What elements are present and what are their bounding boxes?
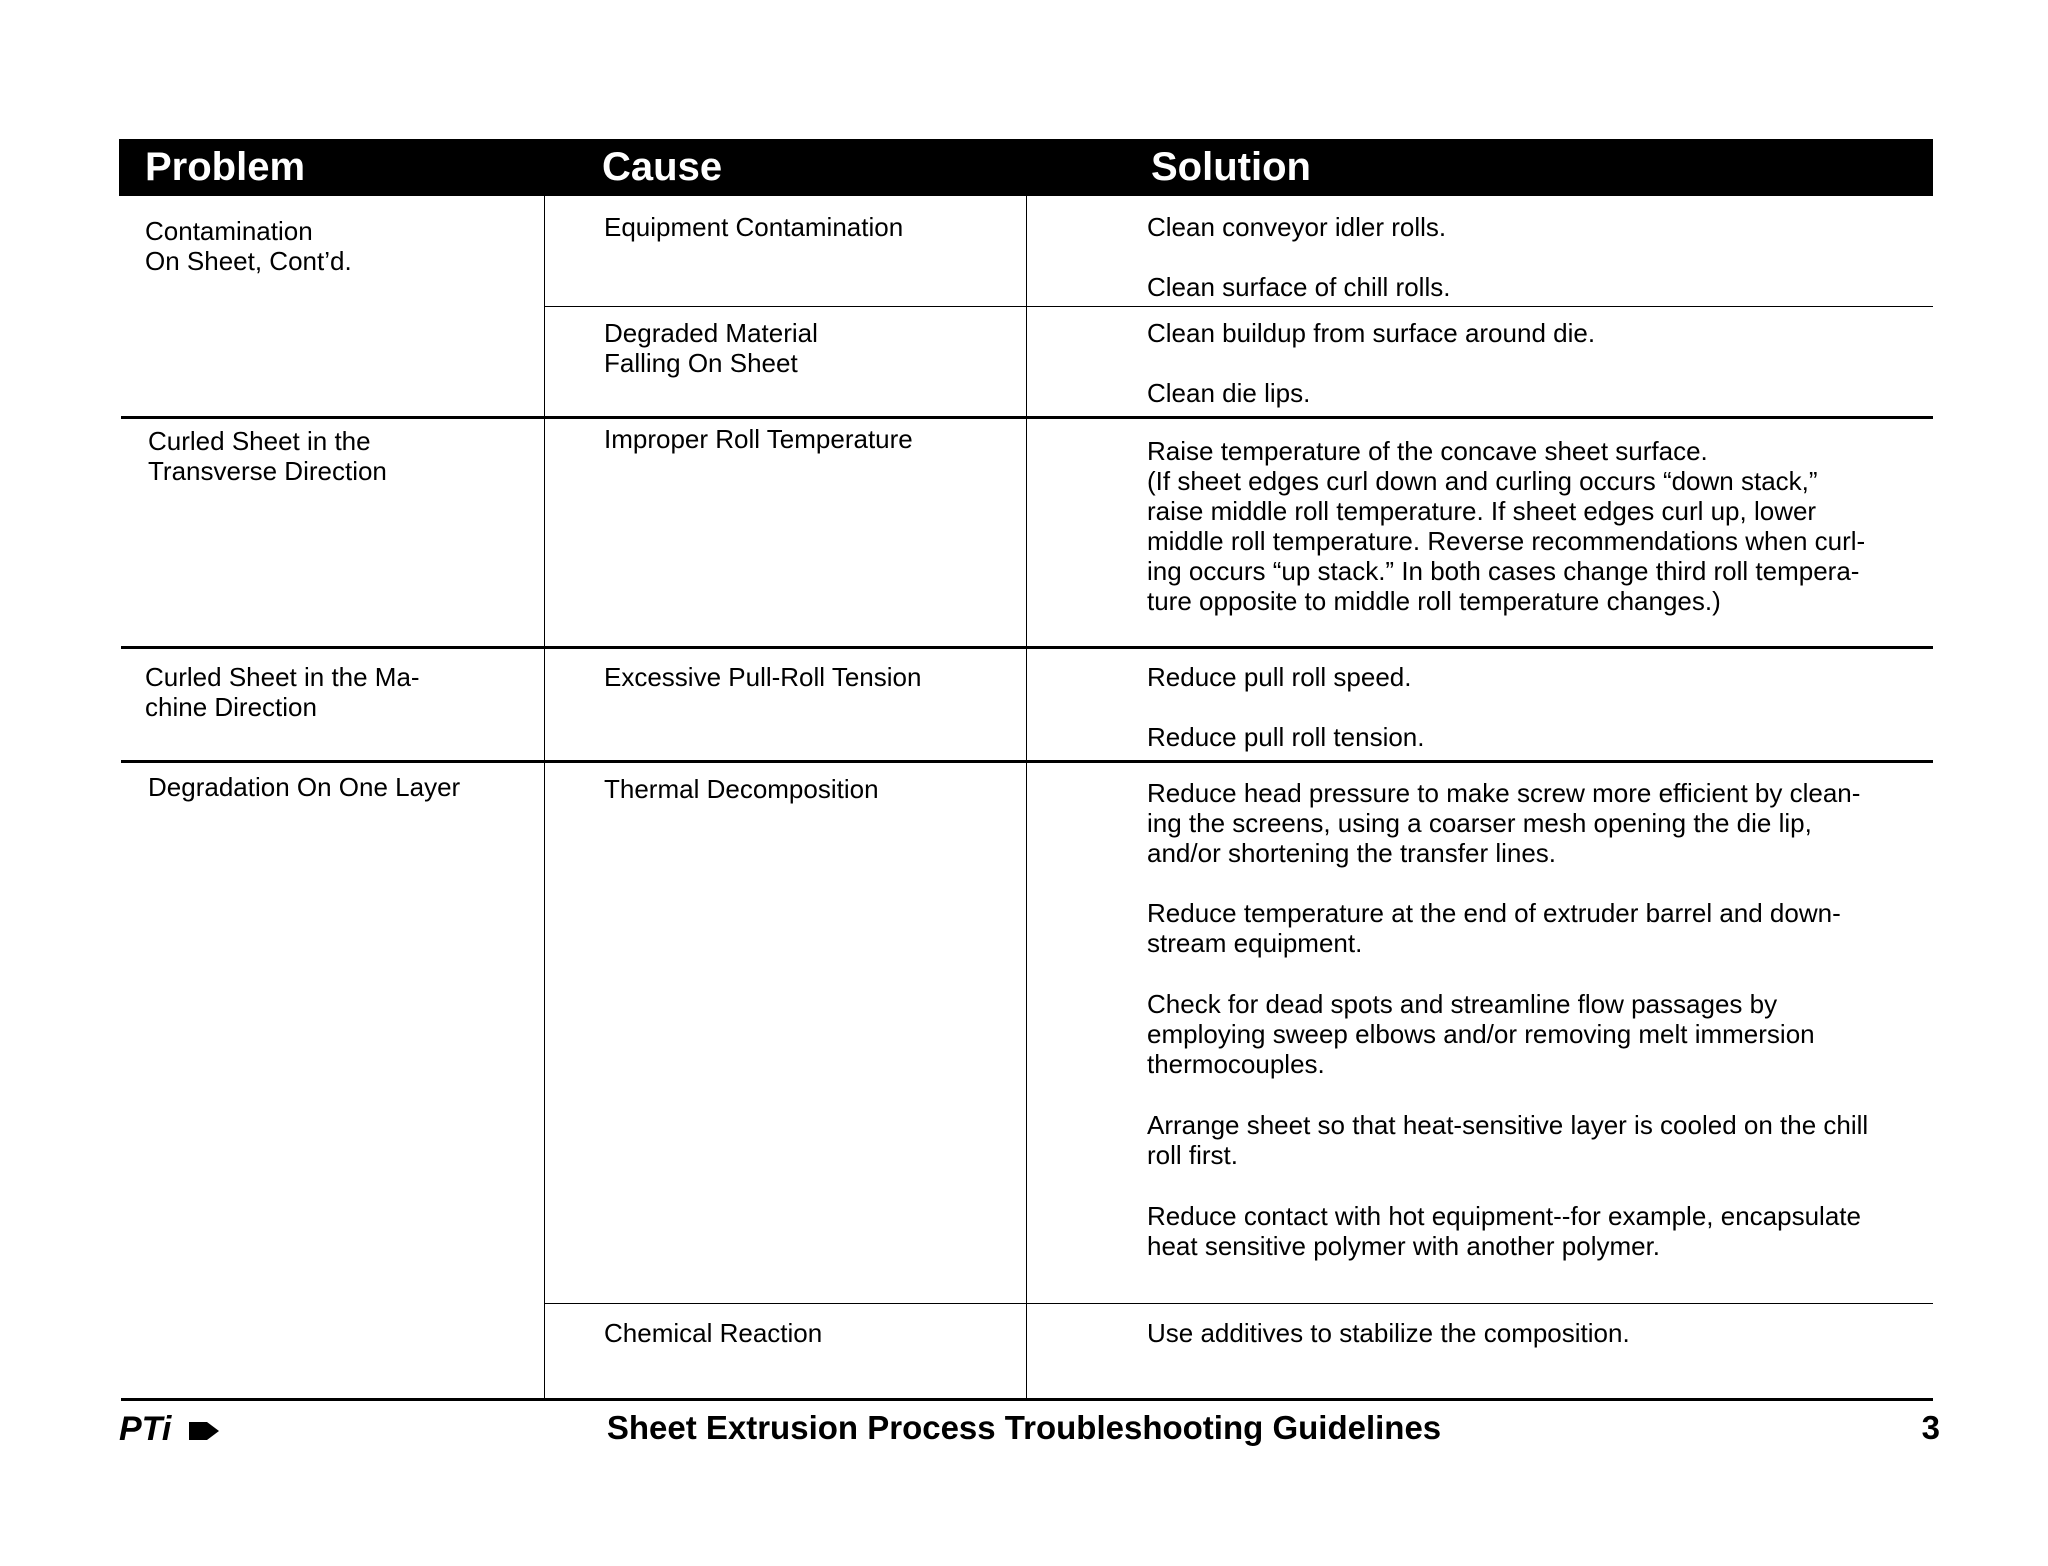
solution-text: Reduce temperature at the end of extruder barrel and down- stream equipment. — [1147, 898, 1841, 958]
solution-text: Clean buildup from surface around die. — [1147, 318, 1596, 348]
header-problem: Problem — [145, 145, 306, 189]
column-divider-cause — [544, 196, 545, 1399]
solution-text: Use additives to stabilize the composition. — [1147, 1318, 1630, 1348]
solution-text: Reduce head pressure to make screw more efficient by clean- ing the screens, using a coarser mesh opening the die lip, and/or shortening the transfer lines. — [1147, 778, 1861, 868]
footer-title: Sheet Extrusion Process Troubleshooting Guidelines — [606, 1409, 1442, 1446]
problem-contamination: Contamination On Sheet, Cont’d. — [145, 216, 352, 276]
row-divider — [544, 306, 1933, 307]
cause-degraded-material: Degraded Material Falling On Sheet — [604, 318, 818, 378]
problem-curled-machine: Curled Sheet in the Ma- chine Direction — [145, 662, 420, 722]
solution-text: Clean surface of chill rolls. — [1147, 272, 1451, 302]
page-number: 3 — [1921, 1409, 1940, 1446]
solution-text: Reduce contact with hot equipment--for example, encapsulate heat sensitive polymer with another polymer. — [1147, 1201, 1861, 1261]
row-divider — [121, 646, 1933, 649]
header-cause: Cause — [602, 145, 723, 189]
row-divider — [544, 1303, 1933, 1304]
cause-thermal-decomposition: Thermal Decomposition — [604, 774, 879, 804]
problem-degradation-one-layer: Degradation On One Layer — [148, 772, 461, 802]
cause-equipment-contamination: Equipment Contamination — [604, 212, 904, 242]
solution-text: Clean conveyor idler rolls. — [1147, 212, 1447, 242]
cause-improper-roll-temperature: Improper Roll Temperature — [604, 424, 913, 454]
solution-text: Check for dead spots and streamline flow passages by employing sweep elbows and/or removing melt immersion thermocouples. — [1147, 989, 1815, 1079]
column-divider-solution — [1026, 196, 1027, 1399]
row-divider — [121, 416, 1933, 419]
cause-excessive-pull-roll-tension: Excessive Pull-Roll Tension — [604, 662, 922, 692]
solution-text: Clean die lips. — [1147, 378, 1311, 408]
solution-text: Reduce pull roll tension. — [1147, 722, 1425, 752]
table-header — [119, 139, 1933, 196]
header-solution: Solution — [1151, 145, 1311, 189]
table-bottom-rule — [121, 1398, 1933, 1401]
solution-text: Reduce pull roll speed. — [1147, 662, 1412, 692]
problem-curled-transverse: Curled Sheet in the Transverse Direction — [148, 426, 387, 486]
row-divider — [121, 760, 1933, 763]
solution-text: Raise temperature of the concave sheet surface. (If sheet edges curl down and curling occurs “down stack,” raise middle roll temperature. If sheet edges curl up, lower middle roll temperature. Reverse recommendations when curl- ing occurs “up stack.” In both cases change third roll tempera- ture opposite to middle roll temperature changes.) — [1147, 436, 1866, 616]
svg-text:PTi: PTi — [119, 1410, 172, 1446]
cause-chemical-reaction: Chemical Reaction — [604, 1318, 823, 1348]
solution-text: Arrange sheet so that heat-sensitive layer is cooled on the chill roll first. — [1147, 1110, 1869, 1170]
